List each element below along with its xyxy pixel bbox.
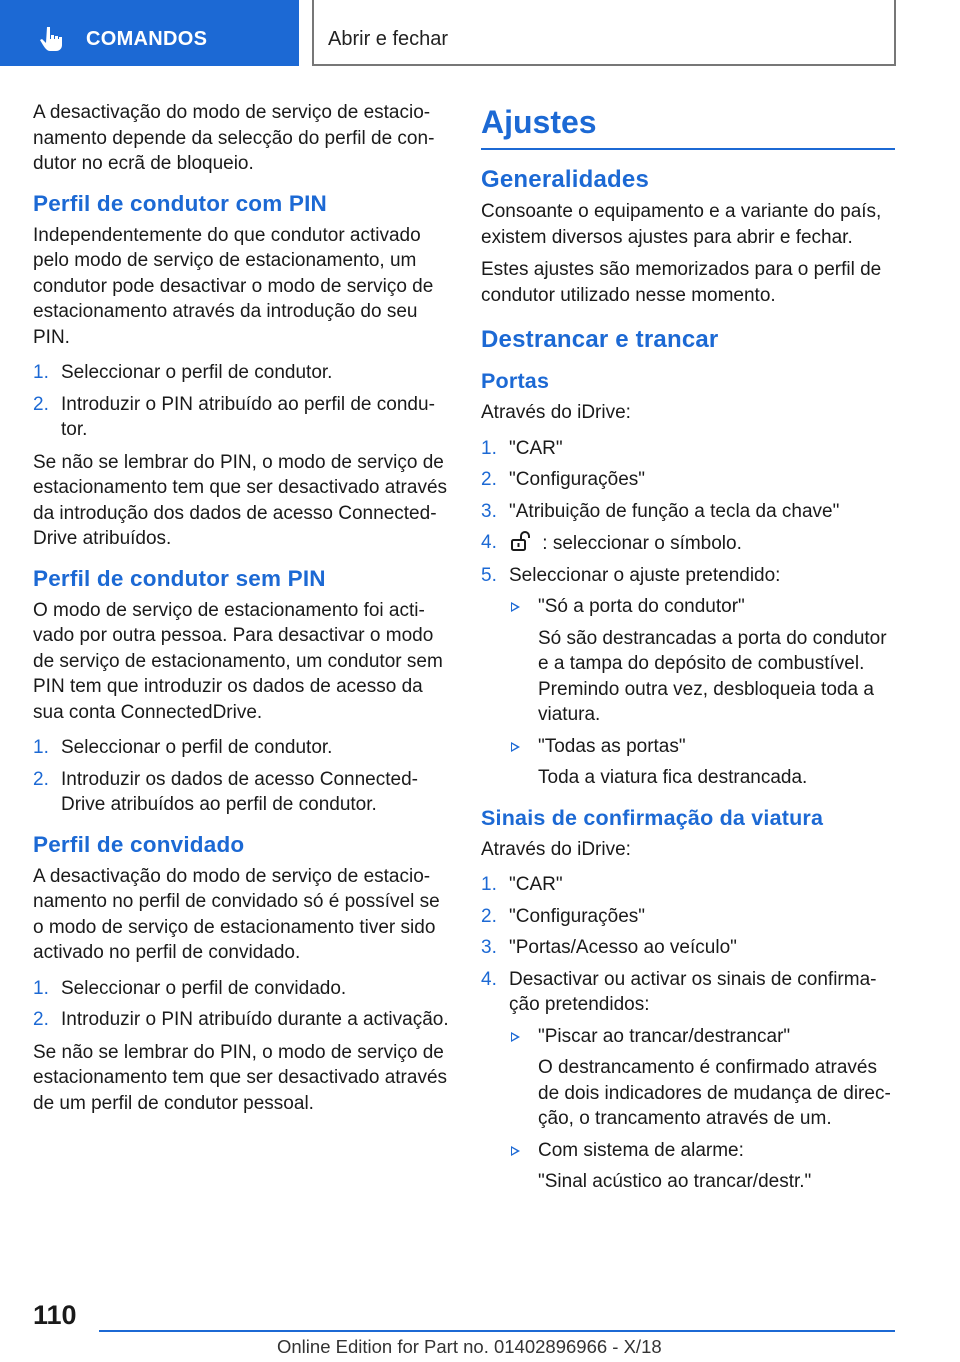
triangle-bullet-icon bbox=[511, 602, 520, 612]
list-item: 2. Introduzir o PIN atribuído durante a activação. bbox=[33, 1009, 449, 1030]
paragraph: Estes ajustes são memorizados para o perfil de condutor utilizado nesse momento. bbox=[481, 259, 882, 306]
steps-list bbox=[33, 360, 451, 443]
paragraph: Se não se lembrar do PIN, o modo de serviço de estacionamento tem que ser desactivado através de um perfil de condutor pessoal. bbox=[33, 1041, 448, 1114]
list-item: 4. Desactivar ou activar os sinais de confirmação pretendidos: "Piscar ao trancar/destrancar" O destrancamento é confirmado através de dois indicadores de mudança de direcção, o trancamento através de um. Com sistema de alarme: "Sinal acústico ao trancar/destr." bbox=[481, 967, 895, 1195]
pointing-hand-icon bbox=[38, 25, 66, 53]
left-column bbox=[33, 100, 451, 1123]
list-item: 2. "Configurações" bbox=[481, 905, 646, 927]
list-item: 3. "Portas/Acesso ao veículo" bbox=[481, 937, 737, 958]
list-item: 4. : seleccionar o símbolo. bbox=[481, 532, 742, 554]
list-item: 5. Seleccionar o ajuste pretendido: "Só a porta do condutor" Só são destrancadas a porta do condutor e a tampa do depósito de combustível. Premindo outra vez, desbloqueia toda a viatura. "Todas as portas" Toda a viatura fica destrancada. bbox=[481, 563, 895, 791]
page-title: Ajustes bbox=[481, 100, 895, 150]
option-item: "Todas as portas" Toda a viatura fica destrancada. bbox=[509, 734, 895, 791]
heading-general: Generalidades bbox=[481, 166, 650, 193]
heading-guest-profile: Perfil de convidado bbox=[33, 831, 245, 857]
right-column bbox=[481, 100, 895, 1202]
chapter-tab[interactable] bbox=[0, 0, 299, 66]
option-item: "Piscar ao trancar/destrancar" O destrancamento é confirmado através de dois indicadores de mudança de direcção, o trancamento através de um. bbox=[509, 1024, 895, 1132]
list-item: 1. Seleccionar o perfil de condutor. bbox=[33, 737, 333, 758]
edition-note: Online Edition for Part no. 01402896966 - X/18 bbox=[277, 1336, 662, 1357]
steps-list bbox=[481, 872, 895, 1195]
heading-unlock-lock: Destrancar e trancar bbox=[481, 326, 719, 353]
list-item: 1. Seleccionar o perfil de condutor. bbox=[33, 362, 333, 383]
footer-divider bbox=[99, 1330, 895, 1332]
intro-paragraph: A desactivação do modo de serviço de estacionamento depende da selecção do perfil de condutor no ecrã de bloqueio. bbox=[33, 102, 435, 174]
list-item: 1. Seleccionar o perfil de convidado. bbox=[33, 977, 347, 999]
heading-driver-without-pin: Perfil de condutor sem PIN bbox=[33, 565, 326, 591]
paragraph: O modo de serviço de estacionamento foi activado por outra pessoa. Para desactivar o modo de serviço de estacionamento, um condutor sem PIN tem que introduzir os dados de acesso da sua conta ConnectedDrive. bbox=[33, 599, 443, 723]
unlocked-padlock-icon bbox=[509, 530, 531, 552]
list-item: 1. "CAR" bbox=[481, 437, 563, 459]
section-title: Abrir e fechar bbox=[328, 28, 449, 50]
paragraph: Se não se lembrar do PIN, o modo de serviço de estacionamento tem que ser desactivado através da introdução dos dados de acesso ConnectedDrive atribuídos. bbox=[33, 451, 448, 549]
steps-list bbox=[33, 976, 451, 1033]
paragraph: Consoante o equipamento e a variante do país, existem diversos ajustes para abrir e fechar. bbox=[481, 201, 882, 248]
heading-doors: Portas bbox=[481, 369, 550, 393]
heading-confirmation-signals: Sinais de confirmação da viatura bbox=[481, 805, 824, 830]
list-item: 3. "Atribuição de função a tecla da chave" bbox=[481, 500, 840, 522]
paragraph: A desactivação do modo de serviço de estacionamento no perfil de convidado só é possível se o modo de serviço de estacionamento tiver sido activado no perfil de convidado. bbox=[33, 865, 440, 963]
triangle-bullet-icon bbox=[511, 1032, 520, 1042]
option-item: Com sistema de alarme: "Sinal acústico ao trancar/destr." bbox=[509, 1138, 895, 1195]
section-header bbox=[312, 0, 896, 66]
list-item: 2. Introduzir os dados de acesso ConnectedDrive atribuídos ao perfil de condutor. bbox=[33, 768, 418, 815]
chapter-label: COMANDOS bbox=[86, 28, 208, 50]
triangle-bullet-icon bbox=[511, 742, 520, 752]
paragraph: Através do iDrive: bbox=[481, 402, 631, 423]
triangle-bullet-icon bbox=[511, 1146, 520, 1156]
steps-list bbox=[481, 436, 895, 791]
heading-driver-with-pin: Perfil de condutor com PIN bbox=[33, 190, 327, 216]
steps-list bbox=[33, 735, 451, 818]
option-item: "Só a porta do condutor" Só são destrancadas a porta do condutor e a tampa do depósito de combustível. Premindo outra vez, desbloqueia toda a viatura. bbox=[509, 594, 895, 728]
paragraph: Independentemente do que condutor activado pelo modo de serviço de estacionamento, um condutor pode desactivar o modo de serviço de estacionamento através da introdução do seu PIN. bbox=[33, 224, 434, 348]
list-item: 1. "CAR" bbox=[481, 874, 563, 895]
paragraph: Através do iDrive: bbox=[481, 838, 631, 860]
list-item: 2. "Configurações" bbox=[481, 469, 646, 490]
page-number: 110 bbox=[33, 1300, 77, 1330]
list-item: 2. Introduzir o PIN atribuído ao perfil de condutor. bbox=[33, 393, 435, 440]
